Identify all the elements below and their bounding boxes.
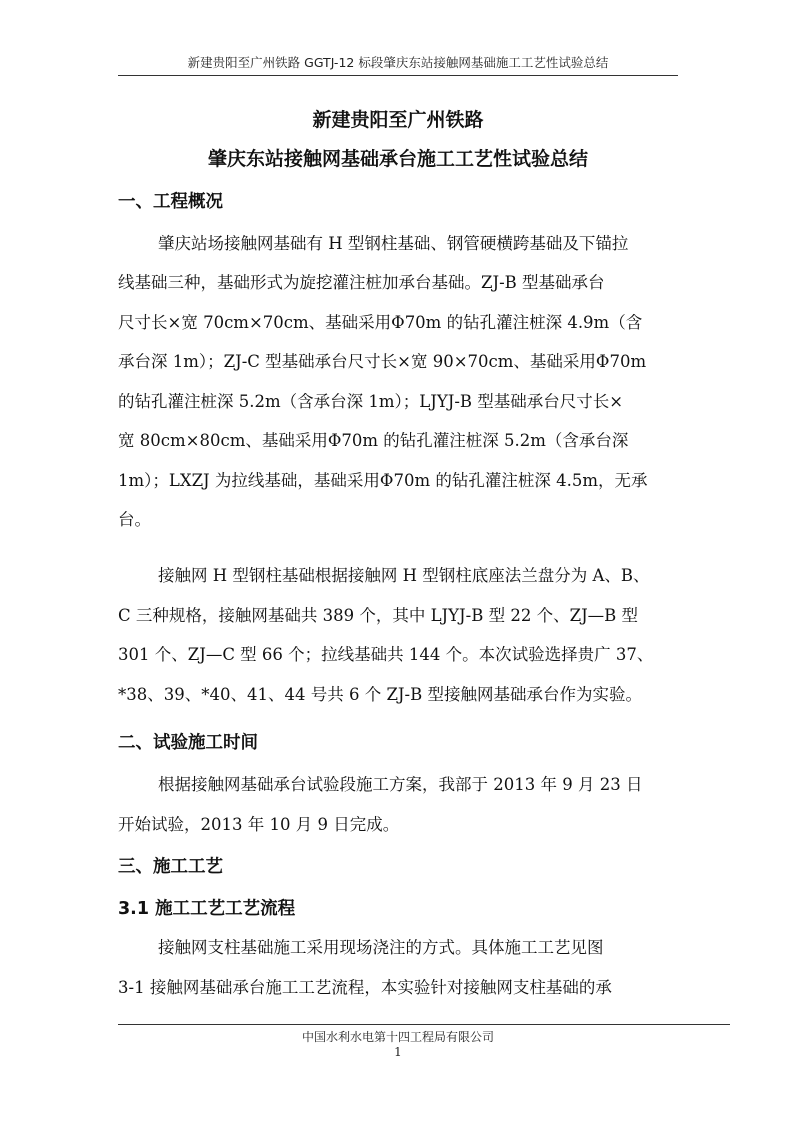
section-2-para-line: 开始试验，2013 年 10 月 9 日完成。 <box>118 815 400 834</box>
running-header: 新建贵阳至广州铁路 GGTJ-12 标段肇庆东站接触网基础施工工艺性试验总结 <box>187 55 609 70</box>
document-title-line-1: 新建贵阳至广州铁路 <box>312 109 484 131</box>
section-1-para-1-line: 承台深 1m）；ZJ-C 型基础承台尺寸长×宽 90×70cm、基础采用Φ70m <box>118 352 647 371</box>
section-1-para-2-line: *38、39、*40、41、44 号共 6 个 ZJ-B 型接触网基础承台作为实验。 <box>118 685 642 704</box>
section-1-para-1-line: 肇庆站场接触网基础有 H 型钢柱基础、钢管硬横跨基础及下锚拉 <box>158 234 629 253</box>
page-number: 1 <box>394 1045 402 1059</box>
section-1-para-1-line: 的钻孔灌注桩深 5.2m（含承台深 1m）；LJYJ-B 型基础承台尺寸长× <box>118 392 624 411</box>
section-1-para-2-line: 接触网 H 型钢柱基础根据接触网 H 型钢柱底座法兰盘分为 A、B、 <box>158 566 650 585</box>
footer-company-name: 中国水利水电第十四工程局有限公司 <box>301 1030 494 1044</box>
section-1-para-2-line: C 三种规格，接触网基础共 389 个，其中 LJYJ-B 型 22 个、ZJ—B 型 <box>118 606 639 625</box>
section-2-para-line: 根据接触网基础承台试验段施工方案，我部于 2013 年 9 月 23 日 <box>158 775 643 794</box>
section-3-para-line: 接触网支柱基础施工采用现场浇注的方式。具体施工工艺见图 <box>158 938 604 957</box>
header-divider <box>118 75 678 76</box>
section-1-para-1-line: 线基础三种，基础形式为旋挖灌注桩加承台基础。ZJ-B 型基础承台 <box>118 273 605 292</box>
section-1-para-1-line: 宽 80cm×80cm、基础采用Φ70m 的钻孔灌注桩深 5.2m（含承台深 <box>118 431 629 450</box>
section-3-1-subheading: 3.1 施工工艺工艺流程 <box>118 899 296 919</box>
footer-divider <box>118 1024 730 1025</box>
section-2-heading: 二、试验施工时间 <box>118 733 258 753</box>
section-3-heading: 三、施工工艺 <box>118 857 223 877</box>
document-title-line-2: 肇庆东站接触网基础承台施工工艺性试验总结 <box>207 148 588 170</box>
section-3-para-line: 3-1 接触网基础承台施工工艺流程，本实验针对接触网支柱基础的承 <box>118 978 612 997</box>
section-1-heading: 一、工程概况 <box>118 192 223 212</box>
section-1-para-1-line: 台。 <box>118 510 151 529</box>
section-1-para-1-line: 尺寸长×宽 70cm×70cm、基础采用Φ70m 的钻孔灌注桩深 4.9m（含 <box>118 313 643 332</box>
section-1-para-2-line: 301 个、ZJ—C 型 66 个；拉线基础共 144 个。本次试验选择贵广 37、 <box>118 645 654 664</box>
section-1-para-1-line: 1m）；LXZJ 为拉线基础，基础采用Φ70m 的钻孔灌注桩深 4.5m，无承 <box>118 471 648 490</box>
